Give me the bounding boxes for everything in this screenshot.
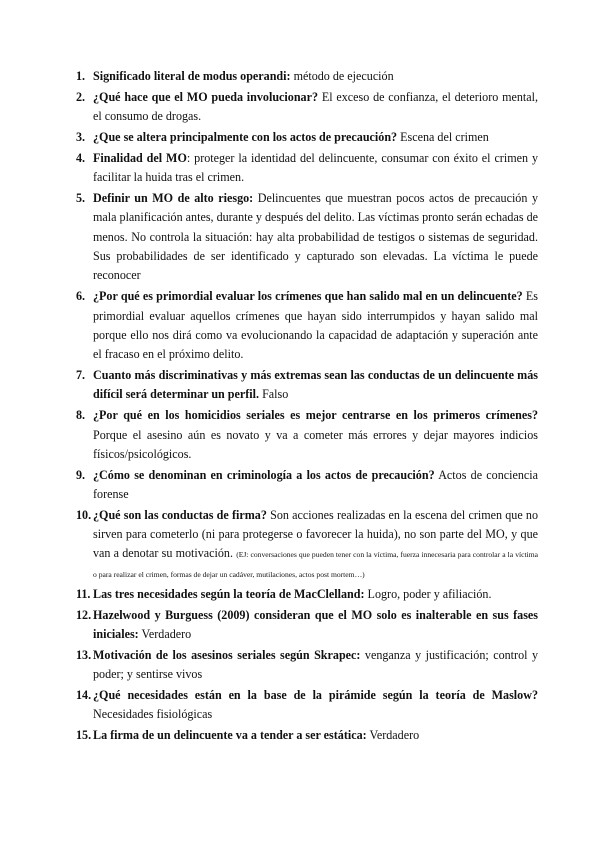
list-item xyxy=(76,287,538,364)
item-number: 5. xyxy=(76,191,86,206)
item-question: ¿Qué son las conductas de firma? xyxy=(93,507,267,522)
item-answer: Necesidades fisiológicas xyxy=(93,707,213,722)
item-answer: Actos de conciencia forense xyxy=(93,467,539,501)
item-number: 12. xyxy=(76,607,92,622)
item-number: 2. xyxy=(76,89,86,104)
item-answer: Es primordial evaluar aquellos crímenes que hayan sido interrumpidos y hayan salido mal porque ello nos dirá como va evolucionando la capacidad de adaptación y superación ante el fracaso en el próximo delito. xyxy=(93,289,538,362)
item-answer: Son acciones realizadas en la escena del crimen que no sirven para cometerlo (ni para protegerse o favorecer la huida), no son parte del MO, y que van a denotar su motivación. xyxy=(93,507,538,561)
item-number: 10. xyxy=(76,507,92,522)
item-answer: : proteger la identidad del delincuente, consumar con éxito el crimen y facilitar la huida tras el crimen. xyxy=(93,150,538,185)
item-answer: Falso xyxy=(259,387,289,402)
item-answer: Porque el asesino aún es novato y va a cometer más errores y dejar mayores indicios físicos/psicológicos. xyxy=(93,427,538,461)
item-number: 13. xyxy=(76,647,92,662)
item-number: 14. xyxy=(76,687,92,702)
item-number: 9. xyxy=(76,467,86,482)
list-item xyxy=(76,726,538,745)
item-question: Cuanto más discriminativas y más extremas sean las conductas de un delincuente más difícil será determinar un perfil. xyxy=(93,368,538,402)
item-question: Definir un MO de alto riesgo: xyxy=(93,191,254,206)
list-item xyxy=(76,646,538,685)
item-question: ¿Que se altera principalmente con los actos de precaución? xyxy=(93,130,398,145)
item-number: 11. xyxy=(76,586,91,601)
item-note: (EJ: conversaciones que pueden tener con la víctima, fuerza innecesaria para controlar a la víctima o para realizar el crimen, formas de dejar un cadáver, mutilaciones, actos post mortem…) xyxy=(93,550,538,579)
item-question: ¿Qué necesidades están en la base de la pirámide según la teoría de Maslow? xyxy=(93,687,538,702)
list-item xyxy=(76,366,538,405)
item-answer: Verdadero xyxy=(366,728,420,743)
list-item xyxy=(76,406,538,464)
list-item xyxy=(76,506,538,583)
item-number: 3. xyxy=(76,130,86,145)
list-item xyxy=(76,189,538,285)
item-number: 7. xyxy=(76,368,86,383)
list-item xyxy=(76,88,538,127)
item-question: La firma de un delincuente va a tender a ser estática: xyxy=(93,728,367,743)
list-item xyxy=(76,686,538,725)
list-item xyxy=(76,466,538,505)
list-item xyxy=(76,149,538,188)
item-answer: Delincuentes que muestran pocos actos de precaución y mala planificación antes, durante y después del delito. Las víctimas pronto serán echadas de menos. No controla la situación: hay alta probabilidad de testigos o sistemas de seguridad. Sus probabilidades de ser identificado y capturado son elevadas. La víctima le puede reconocer xyxy=(93,191,538,283)
item-answer: Logro, poder y afiliación. xyxy=(364,586,492,601)
item-number: 6. xyxy=(76,289,86,304)
list-item xyxy=(76,585,538,604)
item-question: Motivación de los asesinos seriales según Skrapec: xyxy=(93,647,361,662)
question-list xyxy=(76,67,538,745)
item-question: ¿Por qué en los homicidios seriales es mejor centrarse en los primeros crímenes? xyxy=(93,408,538,423)
item-number: 15. xyxy=(76,728,92,743)
item-question: ¿Cómo se denominan en criminología a los actos de precaución? xyxy=(93,467,435,482)
item-answer: venganza y justificación; control y poder; y sentirse vivos xyxy=(93,647,539,682)
list-item xyxy=(76,606,538,645)
item-question: Hazelwood y Burguess (2009) consideran que el MO solo es inalterable en sus fases iniciales: xyxy=(93,607,538,641)
item-answer: El exceso de confianza, el deterioro mental, el consumo de drogas. xyxy=(93,89,538,124)
item-answer: método de ejecución xyxy=(290,69,394,83)
list-item xyxy=(76,67,538,86)
item-number: 1. xyxy=(76,69,86,83)
item-question: Las tres necesidades según la teoría de MacClelland: xyxy=(93,586,365,601)
item-answer: Verdadero xyxy=(138,626,192,641)
item-number: 4. xyxy=(76,150,86,165)
item-question: Significado literal de modus operandi: xyxy=(93,69,291,83)
item-answer: Escena del crimen xyxy=(397,130,489,145)
item-question: ¿Qué hace que el MO pueda involucionar? xyxy=(93,89,319,104)
item-number: 8. xyxy=(76,408,86,423)
item-question: Finalidad del MO xyxy=(93,150,187,165)
list-item xyxy=(76,128,538,147)
item-question: ¿Por qué es primordial evaluar los crímenes que han salido mal en un delincuente? xyxy=(93,289,523,304)
